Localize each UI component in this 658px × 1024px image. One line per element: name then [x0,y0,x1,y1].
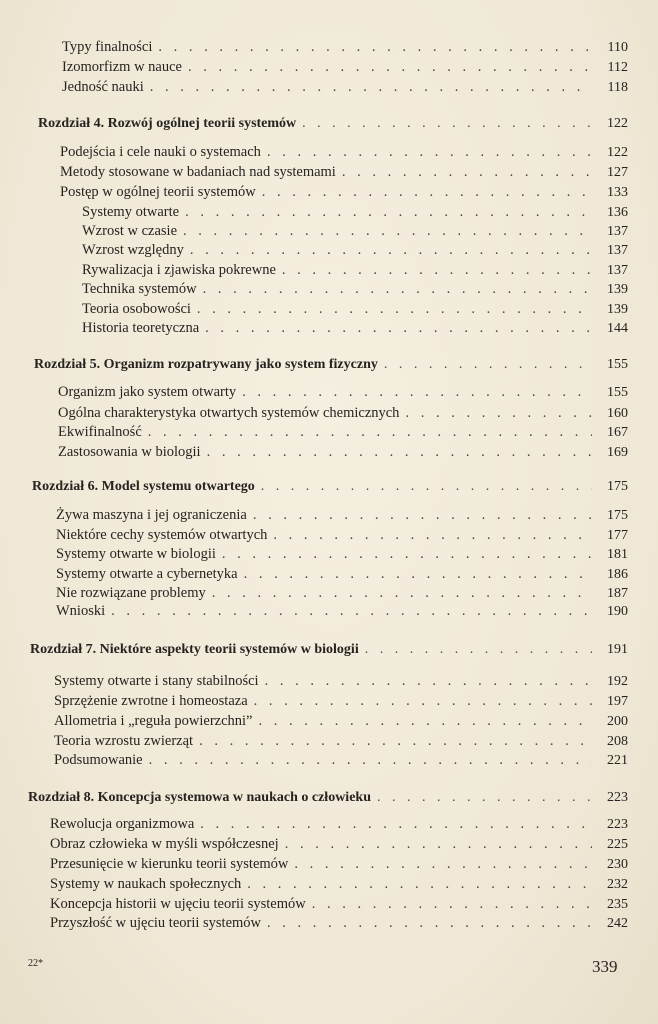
toc-entry-title: Metody stosowane w badaniach nad systemami [60,164,336,180]
dot-leader [183,222,592,240]
dot-leader [265,672,592,690]
dot-leader [190,241,592,259]
dot-leader [282,261,592,279]
toc-entry-title: Podsumowanie [54,752,143,768]
dot-leader [158,38,592,56]
toc-entry-title: Nie rozwiązane problemy [56,585,206,601]
toc-entry-page: 181 [607,547,628,562]
toc-entry-title: Sprzężenie zwrotne i homeostaza [54,693,248,709]
toc-entry-title: Koncepcja historii w ujęciu teorii systemów [50,896,306,912]
toc-chapter-entry [28,789,628,807]
toc-entry-page: 242 [607,916,628,931]
toc-entry-title: Przyszłość w ujęciu teorii systemów [50,915,262,931]
dot-leader [384,356,592,374]
dot-leader [342,163,592,181]
toc-entry-title: Systemy otwarte a cybernetyka [56,566,238,582]
dot-leader [312,895,592,913]
toc-entry-title: Rozdział 8. Koncepcja systemowa w naukach o człowieku [28,790,371,805]
toc-entry-title: Teoria wzrostu zwierząt [54,733,194,749]
toc-entry-title: Podejścia i cele nauki o systemach [60,144,261,160]
toc-entry-page: 235 [607,897,628,912]
toc-entry-page: 118 [607,80,628,95]
toc-entry [50,914,628,933]
dot-leader [188,58,592,76]
dot-leader [199,732,592,750]
dot-leader [242,383,592,401]
toc-entry-page: 190 [607,604,628,619]
dot-leader [197,300,592,318]
dot-leader [302,115,592,133]
toc-entry-page: 139 [607,302,628,317]
toc-entry-page: 127 [607,165,628,180]
toc-entry [82,241,628,260]
toc-entry-page: 110 [607,40,628,55]
toc-entry-title: Teoria osobowości [82,301,191,317]
dot-leader [149,751,592,769]
toc-entry [54,672,628,691]
toc-entry-page: 192 [607,674,628,689]
toc-entry-title: Rozdział 5. Organizm rozpatrywany jako system fizyczny [34,357,378,372]
toc-entry [56,584,628,603]
toc-entry-page: 186 [607,567,628,582]
dot-leader [185,203,592,221]
toc-entry-page: 169 [607,445,628,460]
toc-entry-page: 177 [607,528,628,543]
toc-entry-title: Systemy otwarte i stany stabilności [54,673,259,689]
dot-leader [212,584,592,602]
toc-entry-page: 208 [607,734,628,749]
toc-entry [56,602,628,621]
toc-entry-title: Wnioski [56,603,106,619]
toc-entry-title: Jedność nauki [62,79,144,95]
toc-entry-page: 112 [607,60,628,75]
toc-entry-page: 144 [607,321,628,336]
toc-entry [58,383,628,402]
dot-leader [262,183,592,201]
toc-entry-page: 137 [607,243,628,258]
toc-entry-title: Rozdział 7. Niektóre aspekty teorii systemów w biologii [30,642,359,657]
toc-entry-page: 223 [607,817,628,832]
dot-leader [222,545,592,563]
dot-leader [244,565,592,583]
toc-entry-page: 155 [607,357,628,372]
toc-entry [82,261,628,280]
toc-entry-title: Rozdział 4. Rozwój ogólnej teorii systemów [38,116,297,131]
toc-entry-page: 230 [607,857,628,872]
toc-entry-title: Rywalizacja i zjawiska pokrewne [82,262,276,278]
toc-entry [82,300,628,319]
toc-entry [56,526,628,545]
toc-entry-page: 191 [607,642,628,657]
toc-entry-page: 122 [607,116,628,131]
toc-entry [54,712,628,731]
toc-entry-page: 223 [607,790,628,805]
toc-entry-title: Wzrost w czasie [82,223,178,239]
dot-leader [150,78,592,96]
toc-entry-page: 175 [607,508,628,523]
toc-entry-title: Typy finalności [62,39,153,55]
toc-entry-title: Historia teoretyczna [82,320,200,336]
toc-entry-title: Organizm jako system otwarty [58,384,237,400]
toc-entry-title: Technika systemów [82,281,197,297]
dot-leader [285,835,592,853]
toc-entry [82,319,628,338]
toc-entry [54,692,628,711]
dot-leader [247,875,592,893]
toc-chapter-entry [38,115,628,133]
toc-entry-page: 136 [607,205,628,220]
toc-entry [62,78,628,97]
dot-leader [261,478,592,496]
toc-entry-page: 175 [607,479,628,494]
toc-entry [50,895,628,914]
toc-entry [54,732,628,751]
toc-entry-title: Allometria i „reguła powierzchni” [54,713,253,729]
toc-chapter-entry [34,356,628,374]
toc-entry [60,183,628,202]
toc-entry [82,222,628,241]
dot-leader [267,914,592,932]
dot-leader [365,641,592,659]
toc-entry [50,815,628,834]
toc-entry-page: 133 [607,185,628,200]
toc-entry-title: Wzrost względny [82,242,184,258]
toc-entry-title: Izomorfizm w nauce [62,59,182,75]
toc-chapter-entry [30,641,628,659]
toc-entry-title: Rewolucja organizmowa [50,816,195,832]
toc-entry [50,835,628,854]
dot-leader [258,712,592,730]
toc-entry-page: 221 [607,753,628,768]
toc-entry [56,545,628,564]
dot-leader [254,692,592,710]
toc-entry-page: 122 [607,145,628,160]
toc-entry [58,404,628,423]
toc-entry [56,506,628,525]
dot-leader [273,526,592,544]
toc-entry-title: Systemy otwarte [82,204,180,220]
dot-leader [377,789,592,807]
dot-leader [203,280,592,298]
toc-entry [56,565,628,584]
toc-entry-page: 197 [607,694,628,709]
toc-entry-page: 200 [607,714,628,729]
toc-entry [50,855,628,874]
dot-leader [111,602,592,620]
toc-entry-title: Ogólna charakterystyka otwartych systemów chemicznych [58,405,400,421]
dot-leader [294,855,592,873]
toc-entry-page: 167 [607,425,628,440]
dot-leader [267,143,592,161]
toc-entry [62,58,628,77]
toc-chapter-entry [32,478,628,496]
toc-entry [58,423,628,442]
dot-leader [205,319,592,337]
toc-entry [60,143,628,162]
toc-entry-page: 225 [607,837,628,852]
toc-entry-title: Systemy otwarte w biologii [56,546,216,562]
dot-leader [200,815,592,833]
printer-signature: 22* [28,958,43,969]
toc-entry [54,751,628,770]
dot-leader [405,404,592,422]
toc-entry [58,443,628,462]
toc-entry-title: Żywa maszyna i jej ograniczenia [56,507,247,523]
toc-entry-title: Ekwifinalność [58,424,142,440]
toc-entry-title: Niektóre cechy systemów otwartych [56,527,268,543]
toc-entry-page: 187 [607,586,628,601]
toc-entry-title: Rozdział 6. Model systemu otwartego [32,479,255,494]
dot-leader [207,443,592,461]
toc-entry [60,163,628,182]
toc-entry-page: 160 [607,406,628,421]
toc-entry-page: 232 [607,877,628,892]
toc-entry-page: 155 [607,385,628,400]
toc-entry [82,203,628,222]
toc-entry-title: Obraz człowieka w myśli współczesnej [50,836,279,852]
dot-leader [253,506,592,524]
toc-entry [82,280,628,299]
page-number: 339 [592,957,618,976]
toc-entry-page: 137 [607,224,628,239]
dot-leader [148,423,592,441]
toc-entry-title: Przesunięcie w kierunku teorii systemów [50,856,289,872]
toc-entry [50,875,628,894]
toc-entry-title: Zastosowania w biologii [58,444,201,460]
toc-entry [62,38,628,57]
toc-entry-title: Systemy w naukach społecznych [50,876,242,892]
toc-entry-page: 139 [607,282,628,297]
toc-entry-page: 137 [607,263,628,278]
toc-entry-title: Postęp w ogólnej teorii systemów [60,184,256,200]
